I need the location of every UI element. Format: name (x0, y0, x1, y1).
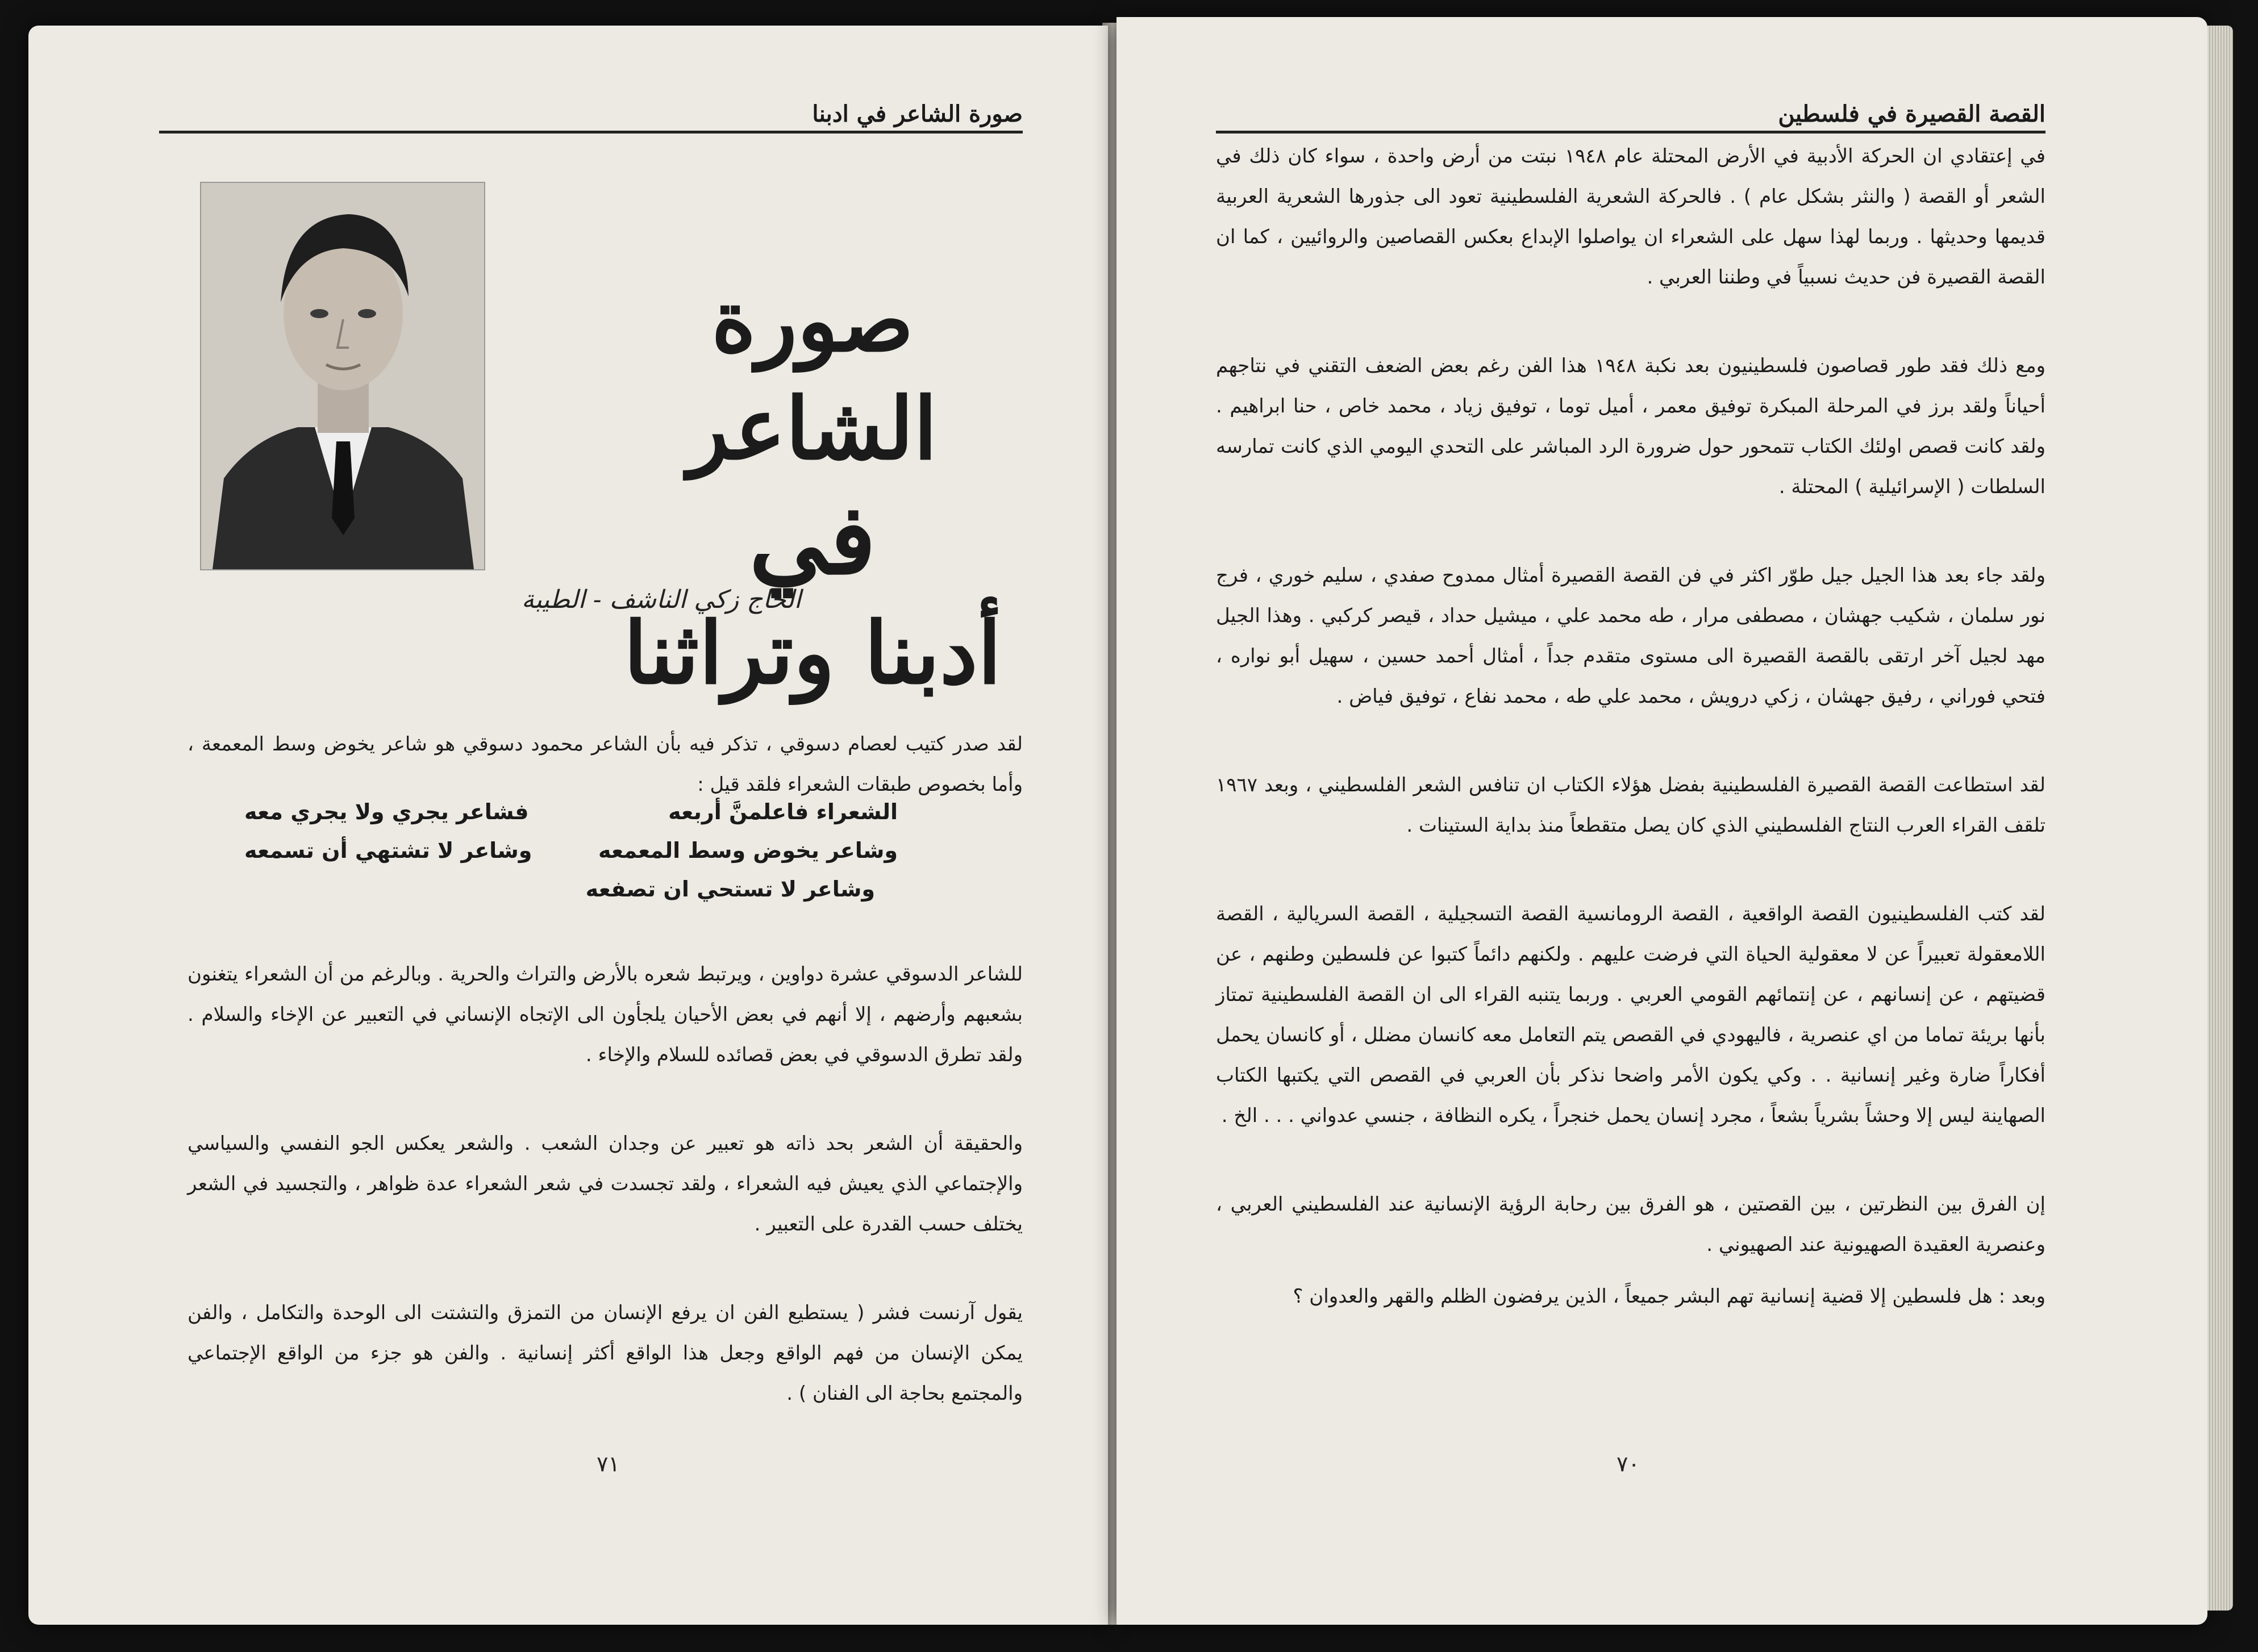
paragraph: ولقد جاء بعد هذا الجيل جيل طوّر اكثر في فن القصة القصيرة أمثال ممدوح صفدي ، سليم خوري ، فرج نور سلمان ، شكيب جهشان ، مصطفى مرار ، طه محمد علي ، ميشيل حداد ، قيصر كركبي . وهذا الجيل مهد لجيل آخر ارتقى بالقصة القصيرة الى مستوى متقدم جداً ، أمثال أحمد حسين ، سهيل أبو نواره ، فتحي فوراني ، رفيق جهشان ، زكي درويش ، محمد علي طه ، محمد نفاع ، توفيق فياض . (1216, 564, 2045, 708)
portrait-image (201, 183, 484, 569)
page-edges (2207, 26, 2233, 1611)
paragraph: يقول آرنست فشر ( يستطيع الفن ان يرفع الإنسان من التمزق والتشتت الى الوحدة والتكامل ، والفن يمكن الإنسان من فهم الواقع وجعل هذا الواقع أكثر إنسانية . والفن هو جزء من الواقع الإجتماعي والمجتمع بحاجة الى الفنان ) . (188, 1301, 1023, 1405)
paragraph: وبعد : هل فلسطين إلا قضية إنسانية تهم البشر جميعاً ، الذين يرفضون الظلم والقهر والعدوان ؟ (1293, 1285, 2045, 1308)
paragraph: للشاعر الدسوقي عشرة دواوين ، ويرتبط شعره بالأرض والتراث والحرية . وبالرغم من أن الشعراء يتغنون بشعبهم وأرضهم ، إلا أنهم في بعض الأحيان يلجأون الى الإتجاه الإنساني في التعبير عن الإخاء والسلام . ولقد تطرق الدسوقي في بعض قصائده للسلام والإخاء . (188, 963, 1023, 1066)
title-line-1: صورة الشاعر (688, 271, 938, 479)
verse-hemistich: الشعراء فاعلمنَّ أربعه (668, 799, 898, 824)
left-page-header (159, 97, 1023, 134)
title-line-2: في (749, 483, 876, 596)
paragraph: في إعتقادي ان الحركة الأدبية في الأرض المحتلة عام ١٩٤٨ نبتت من أرض واحدة ، سواء كان ذلك في الشعر أو القصة ( والنثر بشكل عام ) . فالحركة الشعرية الفلسطينية تعود الى جذورها الشعرية العربية قديمها وحديثها . وربما لهذا سهل على الشعراء ان يواصلوا الإبداع بعكس القصاصين والروائيين ، كما ان القصة القصيرة فن حديث نسبياً في وطننا العربي . (1216, 145, 2045, 289)
left-header-title: صورة الشاعر في ادبنا (812, 101, 1023, 127)
left-body-text (188, 954, 1023, 1462)
verse-line (244, 831, 898, 870)
paragraph: إن الفرق بين النظرتين ، بين القصتين ، هو الفرق بين رحابة الرؤية الإنسانية عند الفلسطيني العربي ، وعنصرية العقيدة الصهيونية عند الصهيوني . (1216, 1193, 2045, 1256)
title-line-3: أدبنا وتراثنا (623, 603, 1002, 703)
right-page-header (1216, 97, 2045, 134)
right-page-number: ٧٠ (1617, 1451, 1640, 1476)
paragraph: لقد كتب الفلسطينيون القصة الواقعية ، القصة الرومانسية القصة التسجيلية ، القصة السريالية ، القصة اللامعقولة تعبيراً عن لا معقولية الحياة التي فرضت عليهم . ولكنهم دائماً كتبوا عن فلسطين وطنهم ، عن قضيتهم ، عن إنسانهم ، عن إنتمائهم القومي العربي . وربما يتنبه القراء الى ان القصة الفلسطينية تمتاز بأنها بريئة تماما من اي عنصرية ، فاليهودي في القصص يتم التعامل معه كانسان مضلل ، أو كانسان يحمل أفكاراً ضارة وغير إنسانية . . وكي يكون الأمر واضحا نذكر بأن العربي في القصص التي يكتبها الكتاب الصهاينة ليس إلا وحشاً بشرياً بشعاً ، مجرد إنسان يحمل خنجراً ، يكره النظافة ، جنسي عدواني . . . الخ . (1216, 903, 2045, 1127)
right-body-text (1216, 136, 2045, 1365)
verse-hemistich: وشاعر لا تستحي ان تصفعه (585, 877, 875, 902)
paragraph: ومع ذلك فقد طور قصاصون فلسطينيون بعد نكبة ١٩٤٨ هذا الفن رغم بعض الضعف التقني في نتاجهم أحياناً ولقد برز في المرحلة المبكرة توفيق معمر ، أميل توما ، توفيق زياد ، محمد خاص ، حنا ابراهيم . ولقد كانت قصص اولئك الكتاب تتمحور حول ضرورة الرد المباشر على التحدي اليومي الذي كانت تمارسه السلطات ( الإسرائيلية ) المحتلة . (1216, 354, 2045, 498)
paragraph: لقد استطاعت القصة القصيرة الفلسطينية بفضل هؤلاء الكتاب ان تنافس الشعر الفلسطيني ، وبعد ١٩٦٧ تلقف القراء العرب النتاج الفلسطيني الذي كان يصل متقطعاً منذ بداية الستينات . (1216, 774, 2045, 837)
calligraphy-title (602, 267, 1023, 703)
verse-line (244, 792, 898, 831)
verse-line (244, 870, 898, 908)
poet-photo (200, 182, 485, 570)
verse-hemistich: فشاعر يجري ولا يجري معه (244, 799, 529, 824)
verse-hemistich: وشاعر لا تشتهي أن تسمعه (244, 838, 532, 863)
paragraph: والحقيقة أن الشعر بحد ذاته هو تعبير عن وجدان الشعب . والشعر يعكس الجو النفسي والسياسي والإجتماعي الذي يعيش فيه الشعراء ، ولقد تجسدت في شعر الشعراء عدة ظواهر ، والتجسيد في الشعر يختلف حسب القدرة على التعبير . (188, 1132, 1023, 1236)
left-page-number: ٧١ (597, 1451, 620, 1476)
paragraph: لقد صدر كتيب لعصام دسوقي ، تذكر فيه بأن الشاعر محمود دسوقي هو شاعر يخوض وسط المعمعة ، وأما بخصوص طبقات الشعراء فلقد قيل : (188, 733, 1023, 796)
verse-hemistich: وشاعر يخوض وسط المعمعه (598, 838, 898, 863)
signature-caption: الحاج زكي الناشف - الطيبة (521, 585, 801, 614)
right-header-title: القصة القصيرة في فلسطين (1778, 101, 2045, 127)
poem-verses (244, 792, 898, 908)
